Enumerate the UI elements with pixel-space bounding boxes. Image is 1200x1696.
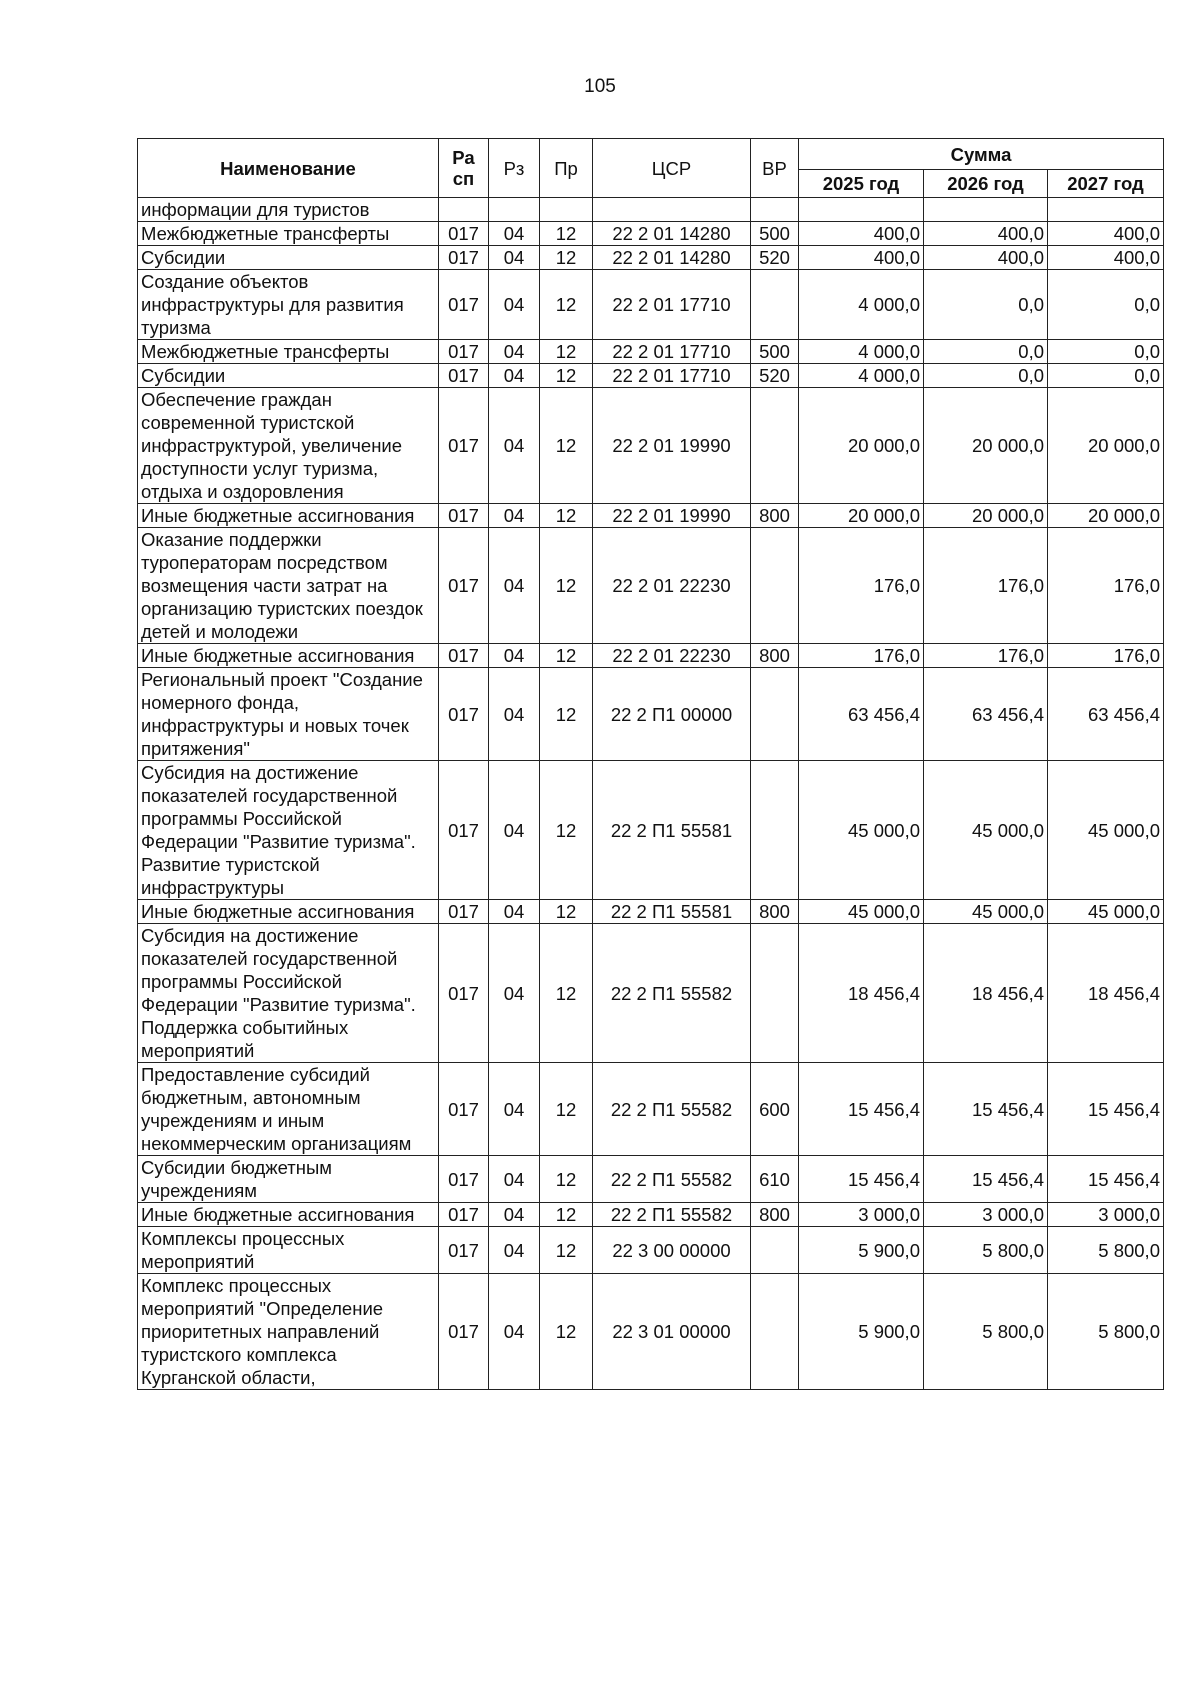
cell-pr: 12 [540,246,593,270]
header-csr: ЦСР [593,139,751,198]
cell-csr: 22 2 01 22230 [593,528,751,644]
cell-rasp: 017 [439,246,489,270]
cell-2026: 176,0 [924,644,1048,668]
cell-rz: 04 [489,270,540,340]
table-row [138,340,1164,364]
cell-2026 [924,198,1048,222]
budget-table [137,138,1164,1390]
cell-name: Предоставление субсидий бюджетным, автономным учреждениям и иным некоммерческим организациям [138,1063,439,1156]
header-row-top [138,139,1164,170]
cell-2027: 176,0 [1048,644,1164,668]
cell-csr: 22 2 П1 55582 [593,1156,751,1203]
cell-2026: 45 000,0 [924,761,1048,900]
header-pr: Пр [540,139,593,198]
cell-vr: 600 [751,1063,799,1156]
cell-2027: 0,0 [1048,364,1164,388]
cell-rasp: 017 [439,504,489,528]
header-name: Наименование [138,139,439,198]
cell-rz: 04 [489,246,540,270]
cell-2025: 176,0 [799,528,924,644]
cell-csr [593,198,751,222]
cell-rasp: 017 [439,924,489,1063]
cell-2025: 5 900,0 [799,1227,924,1274]
cell-vr [751,528,799,644]
cell-rz: 04 [489,364,540,388]
cell-pr: 12 [540,761,593,900]
cell-2025: 15 456,4 [799,1063,924,1156]
cell-name: Субсидии [138,246,439,270]
cell-2026: 400,0 [924,222,1048,246]
cell-rasp: 017 [439,528,489,644]
cell-2027: 45 000,0 [1048,761,1164,900]
cell-csr: 22 2 П1 55581 [593,900,751,924]
cell-vr: 800 [751,504,799,528]
header-sum: Сумма [799,139,1164,170]
cell-vr: 610 [751,1156,799,1203]
cell-vr [751,198,799,222]
cell-2026: 0,0 [924,270,1048,340]
cell-name: Оказание поддержки туроператорам посредством возмещения части затрат на организацию туристских поездок детей и молодежи [138,528,439,644]
cell-csr: 22 3 00 00000 [593,1227,751,1274]
cell-vr [751,270,799,340]
cell-csr: 22 2 01 22230 [593,644,751,668]
cell-pr: 12 [540,270,593,340]
cell-2026: 0,0 [924,340,1048,364]
cell-csr: 22 2 П1 55582 [593,1203,751,1227]
cell-vr: 800 [751,900,799,924]
cell-rasp [439,198,489,222]
cell-csr: 22 2 01 17710 [593,364,751,388]
cell-2027: 15 456,4 [1048,1063,1164,1156]
cell-rz: 04 [489,388,540,504]
cell-rz: 04 [489,222,540,246]
table-row [138,644,1164,668]
table-row [138,222,1164,246]
cell-pr: 12 [540,668,593,761]
cell-vr: 520 [751,364,799,388]
cell-rz [489,198,540,222]
cell-rasp: 017 [439,644,489,668]
cell-rz: 04 [489,1156,540,1203]
cell-pr: 12 [540,644,593,668]
table-row [138,198,1164,222]
cell-rasp: 017 [439,1156,489,1203]
cell-2026: 20 000,0 [924,388,1048,504]
cell-rasp: 017 [439,1227,489,1274]
table-row [138,504,1164,528]
cell-vr [751,761,799,900]
cell-rasp: 017 [439,900,489,924]
cell-2026: 5 800,0 [924,1227,1048,1274]
cell-vr [751,388,799,504]
cell-name: Иные бюджетные ассигнования [138,504,439,528]
cell-2025: 3 000,0 [799,1203,924,1227]
cell-name: Межбюджетные трансферты [138,222,439,246]
cell-2025: 20 000,0 [799,504,924,528]
cell-2025: 45 000,0 [799,761,924,900]
cell-csr: 22 2 01 17710 [593,270,751,340]
cell-csr: 22 2 01 17710 [593,340,751,364]
cell-name: Комплекс процессных мероприятий "Определение приоритетных направлений туристского комплекса Курганской области, [138,1274,439,1390]
cell-rasp: 017 [439,1274,489,1390]
cell-rasp: 017 [439,270,489,340]
cell-2025: 400,0 [799,222,924,246]
cell-2026: 3 000,0 [924,1203,1048,1227]
cell-2027: 15 456,4 [1048,1156,1164,1203]
cell-2027: 0,0 [1048,270,1164,340]
cell-2027: 5 800,0 [1048,1274,1164,1390]
cell-csr: 22 2 П1 55582 [593,924,751,1063]
cell-pr: 12 [540,1203,593,1227]
cell-2026: 176,0 [924,528,1048,644]
cell-2027: 400,0 [1048,222,1164,246]
table-row [138,1227,1164,1274]
cell-2026: 63 456,4 [924,668,1048,761]
cell-2027: 18 456,4 [1048,924,1164,1063]
cell-rz: 04 [489,340,540,364]
cell-2025: 20 000,0 [799,388,924,504]
cell-name: Субсидия на достижение показателей государственной программы Российской Федерации "Развитие туризма". Поддержка событийных мероприятий [138,924,439,1063]
table-row [138,1156,1164,1203]
cell-pr: 12 [540,924,593,1063]
cell-csr: 22 3 01 00000 [593,1274,751,1390]
cell-rasp: 017 [439,1063,489,1156]
table-row [138,388,1164,504]
table-row [138,1063,1164,1156]
cell-rasp: 017 [439,1203,489,1227]
cell-rz: 04 [489,1227,540,1274]
cell-name: Иные бюджетные ассигнования [138,1203,439,1227]
cell-vr [751,668,799,761]
cell-2025: 45 000,0 [799,900,924,924]
table-row [138,364,1164,388]
cell-2026: 400,0 [924,246,1048,270]
cell-name: Создание объектов инфраструктуры для развития туризма [138,270,439,340]
cell-vr [751,1274,799,1390]
cell-vr: 800 [751,644,799,668]
table-row [138,528,1164,644]
table-row [138,246,1164,270]
cell-2025: 18 456,4 [799,924,924,1063]
cell-rz: 04 [489,668,540,761]
cell-vr: 800 [751,1203,799,1227]
cell-2027: 20 000,0 [1048,504,1164,528]
cell-pr: 12 [540,1227,593,1274]
cell-pr: 12 [540,1274,593,1390]
cell-csr: 22 2 01 14280 [593,222,751,246]
header-rasp: Ра сп [439,139,489,198]
cell-2026: 18 456,4 [924,924,1048,1063]
cell-2027: 20 000,0 [1048,388,1164,504]
cell-rz: 04 [489,1063,540,1156]
cell-csr: 22 2 П1 00000 [593,668,751,761]
cell-name: Иные бюджетные ассигнования [138,644,439,668]
cell-rz: 04 [489,924,540,1063]
cell-name: Субсидии [138,364,439,388]
cell-2025: 400,0 [799,246,924,270]
cell-rz: 04 [489,1274,540,1390]
cell-2026: 5 800,0 [924,1274,1048,1390]
cell-vr [751,1227,799,1274]
cell-pr: 12 [540,364,593,388]
cell-rasp: 017 [439,340,489,364]
cell-rasp: 017 [439,761,489,900]
table-row [138,1203,1164,1227]
cell-2025: 63 456,4 [799,668,924,761]
cell-2025: 5 900,0 [799,1274,924,1390]
cell-name: Субсидия на достижение показателей государственной программы Российской Федерации "Развитие туризма". Развитие туристской инфраструктуры [138,761,439,900]
cell-csr: 22 2 П1 55582 [593,1063,751,1156]
cell-rasp: 017 [439,388,489,504]
table-row [138,900,1164,924]
cell-pr: 12 [540,222,593,246]
cell-name: Субсидии бюджетным учреждениям [138,1156,439,1203]
cell-2027: 5 800,0 [1048,1227,1164,1274]
cell-pr: 12 [540,1063,593,1156]
page-number: 105 [584,76,616,97]
cell-2027: 0,0 [1048,340,1164,364]
cell-csr: 22 2 01 14280 [593,246,751,270]
cell-2025: 176,0 [799,644,924,668]
cell-pr [540,198,593,222]
cell-2027 [1048,198,1164,222]
cell-name: информации для туристов [138,198,439,222]
cell-pr: 12 [540,504,593,528]
cell-2025: 4 000,0 [799,364,924,388]
table-row [138,1274,1164,1390]
cell-rz: 04 [489,761,540,900]
cell-rasp: 017 [439,668,489,761]
cell-2025 [799,198,924,222]
cell-pr: 12 [540,1156,593,1203]
cell-2027: 63 456,4 [1048,668,1164,761]
header-vr: ВР [751,139,799,198]
header-year-2026: 2026 год [924,170,1048,198]
cell-name: Обеспечение граждан современной туристской инфраструктурой, увеличение доступности услуг туризма, отдыха и оздоровления [138,388,439,504]
cell-rz: 04 [489,528,540,644]
cell-2027: 3 000,0 [1048,1203,1164,1227]
cell-rz: 04 [489,644,540,668]
cell-vr: 500 [751,340,799,364]
cell-rz: 04 [489,504,540,528]
cell-name: Комплексы процессных мероприятий [138,1227,439,1274]
cell-rasp: 017 [439,364,489,388]
cell-name: Межбюджетные трансферты [138,340,439,364]
cell-vr [751,924,799,1063]
cell-2026: 45 000,0 [924,900,1048,924]
cell-2025: 4 000,0 [799,340,924,364]
table-row [138,270,1164,340]
cell-csr: 22 2 01 19990 [593,504,751,528]
cell-2027: 400,0 [1048,246,1164,270]
cell-csr: 22 2 П1 55581 [593,761,751,900]
cell-pr: 12 [540,528,593,644]
table-row [138,668,1164,761]
cell-pr: 12 [540,388,593,504]
cell-pr: 12 [540,340,593,364]
cell-2026: 15 456,4 [924,1156,1048,1203]
cell-csr: 22 2 01 19990 [593,388,751,504]
cell-2025: 4 000,0 [799,270,924,340]
cell-2027: 45 000,0 [1048,900,1164,924]
cell-rz: 04 [489,1203,540,1227]
header-rz: Рз [489,139,540,198]
cell-name: Иные бюджетные ассигнования [138,900,439,924]
table-body [138,198,1164,1390]
cell-vr: 520 [751,246,799,270]
table-row [138,924,1164,1063]
cell-2026: 0,0 [924,364,1048,388]
header-year-2025: 2025 год [799,170,924,198]
cell-2027: 176,0 [1048,528,1164,644]
cell-rz: 04 [489,900,540,924]
cell-rasp: 017 [439,222,489,246]
table-row [138,761,1164,900]
cell-2026: 20 000,0 [924,504,1048,528]
cell-2025: 15 456,4 [799,1156,924,1203]
cell-2026: 15 456,4 [924,1063,1048,1156]
cell-pr: 12 [540,900,593,924]
cell-name: Региональный проект "Создание номерного фонда, инфраструктуры и новых точек притяжения" [138,668,439,761]
cell-vr: 500 [751,222,799,246]
header-year-2027: 2027 год [1048,170,1164,198]
